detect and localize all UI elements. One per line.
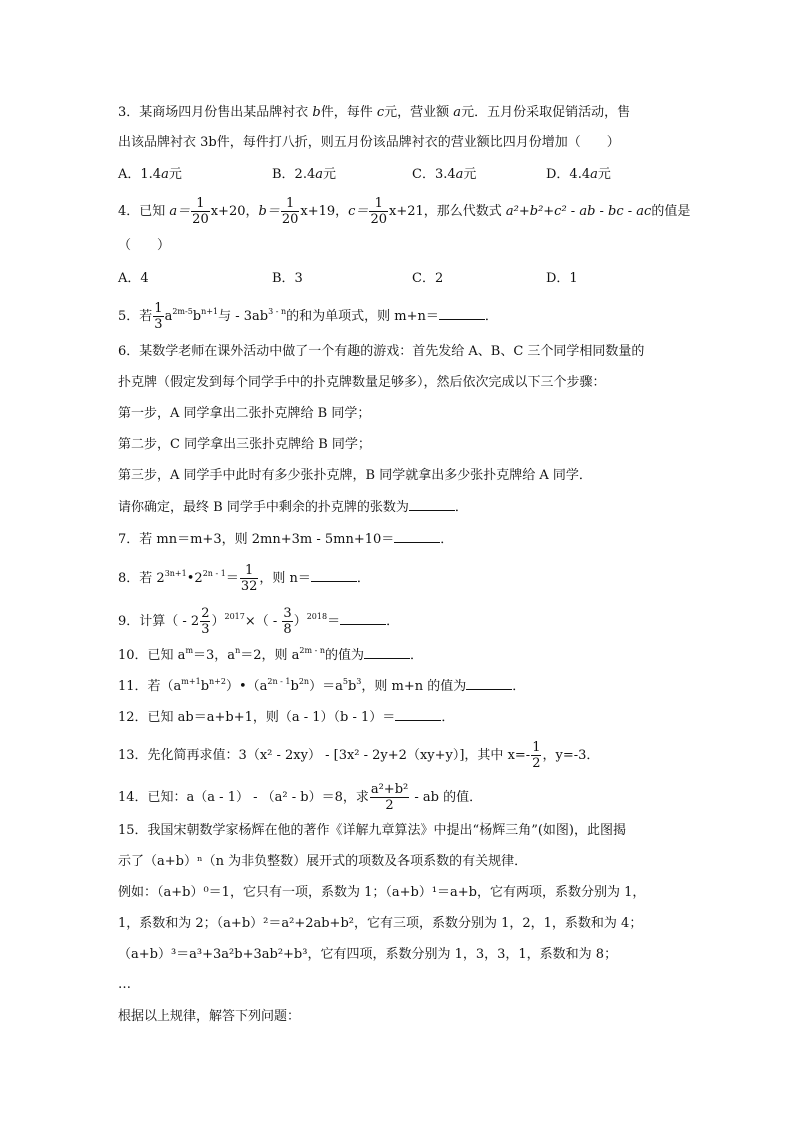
- answer-blank[interactable]: [466, 677, 512, 690]
- q7-line: 7．若 mn＝m+3，则 2mn+3m - 5mn+10＝ ．: [118, 532, 454, 547]
- q3-var: a: [453, 105, 462, 120]
- q6-ask: 请你确定，最终 B 同学手中剩余的扑克牌的张数为 ．: [118, 500, 468, 515]
- q6-step3: 第三步，A 同学手中此时有多少张扑克牌，B 同学就拿出多少张扑克牌给 A 同学．: [118, 468, 592, 483]
- q15-line4: 1，系数和为 2；（a+b）²＝a²+2ab+b²，它有三项，系数分别为 1，2，1，系数和为 4；: [118, 916, 643, 931]
- q13-line: 13．先化简再求值：3（x² - 2xy） - [3x² - 2y+2（xy+y）]，其中 x=- $\frac{1}{2}$ ，y=-3．: [118, 740, 600, 771]
- q4-line2: （ ）: [118, 238, 171, 253]
- q14-fraction: $\frac{\text{a²+b²}}{2}$: [370, 782, 409, 813]
- answer-blank[interactable]: [395, 708, 441, 721]
- q14-line: 14．已知：a（a - 1） - （a² - b）＝8，求 $\frac{\text{a²+b²}}{2}$ - ab 的值．: [118, 782, 483, 813]
- q15-line1: 15．我国宋朝数学家杨辉在他的著作《详解九章算法》中提出“杨辉三角”(如图)，此图揭: [118, 823, 626, 838]
- q15-ellipsis: …: [118, 977, 131, 992]
- q4-fraction: $\frac{1}{20}$: [281, 196, 299, 227]
- q3-option-c: C．3.4a元: [412, 167, 477, 182]
- q6-step1: 第一步，A 同学拿出二张扑克牌给 B 同学；: [118, 406, 371, 421]
- q15-line2: 示了（a+b）ⁿ（n 为非负整数）展开式的项数及各项系数的有关规律．: [118, 854, 528, 869]
- q4-fraction: $\frac{1}{20}$: [192, 196, 209, 227]
- q3-line1: [118, 104, 630, 122]
- q5-fraction: $\frac{1}{3}$: [154, 301, 163, 332]
- q12-line: 12．已知 ab＝a+b+1，则（a - 1）（b - 1）＝ ．: [118, 710, 455, 725]
- q3-option-b: B．2.4a元: [272, 167, 337, 182]
- q15-line3: 例如：（a+b）⁰＝1，它只有一项，系数为 1；（a+b）¹＝a+b，它有两项，系数分别为 1，: [118, 885, 646, 900]
- q3-var: c: [376, 105, 385, 120]
- q3-text: 件，每件: [320, 105, 377, 120]
- q3-text: 元．五月份采取促销活动，售: [461, 105, 631, 120]
- q11-line: 11．若$(a^{m+1}b^{n+2})•(a^{2n - 1}b^{2n})=a^5b^3$，则 m+n 的值为 ．: [118, 677, 526, 694]
- q4-line1: 4．已知 a＝ $\frac{1}{20}$ x+20，b＝ $\frac{1}{20}$ x+19，c＝ $\frac{1}{20}$ x+21，那么代数式 a²+b²+c² - ab - bc - ac的值是: [118, 196, 691, 227]
- q6-line2: 扑克牌（假定发到每个同学手中的扑克牌数量足够多），然后依次完成以下三个步骤：: [118, 375, 606, 390]
- answer-blank[interactable]: [340, 612, 386, 625]
- q4-fraction: $\frac{1}{20}$: [370, 196, 387, 227]
- q9-fraction: $\frac{2}{3}$: [201, 606, 210, 637]
- answer-blank[interactable]: [409, 498, 455, 511]
- q4-option-d: D．1: [546, 271, 578, 286]
- answer-blank[interactable]: [311, 569, 357, 582]
- q3-line2: 出该品牌衬衣 3b件，每件打八折，则五月份该品牌衬衣的营业额比四月份增加（ ）: [118, 135, 620, 150]
- answer-blank[interactable]: [439, 307, 485, 320]
- q6-line1: 6．某数学老师在课外活动中做了一个有趣的游戏：首先发给 A、B、C 三个同学相同数量的: [118, 344, 645, 359]
- q3-text: 3．某商场四月份售出某品牌衬衣: [118, 105, 313, 120]
- q13-fraction: $\frac{1}{2}$: [532, 740, 541, 771]
- q3-option-a: A．1.4a元: [118, 167, 182, 182]
- q8-line: 8．若 $2^{3n+1}•2^{2n - 1}=$ $\frac{1}{32}$ ，则 n＝ ．: [118, 563, 370, 594]
- q4-option-a: A．4: [118, 271, 149, 286]
- answer-blank[interactable]: [394, 530, 440, 543]
- q4-option-c: C．2: [412, 271, 444, 286]
- q10-line: 10．已知 $a^m=3$，$a^n=2$，则 $a^{2m - n}$的值为 ．: [118, 646, 424, 663]
- q9-fraction: $\frac{3}{8}$: [283, 606, 292, 637]
- q5-line: 5．若 $\frac{1}{3}$ $a^{2m-5}b^{n+1}$与 - $3ab^{3 - n}$的和为单项式，则 m+n＝ ．: [118, 301, 498, 332]
- answer-blank[interactable]: [364, 646, 410, 659]
- q15-line6: 根据以上规律，解答下列问题：: [118, 1009, 301, 1024]
- q6-step2: 第二步，C 同学拿出三张扑克牌给 B 同学；: [118, 437, 371, 452]
- q15-line5: （a+b）³＝a³+3a²b+3ab²+b³，它有四项，系数分别为 1，3，3，1，系数和为 8；: [118, 947, 618, 962]
- q4-option-b: B．3: [272, 271, 303, 286]
- q8-fraction: $\frac{1}{32}$: [240, 563, 258, 594]
- q3-option-d: D．4.4a元: [546, 167, 611, 182]
- q3-var: b: [312, 105, 321, 120]
- q3-text: 元，营业额: [384, 105, 454, 120]
- q9-line: 9．计算（ - 2 $\frac{2}{3}$ ）$^{2017}$×（ - $\frac{3}{8}$ ）$^{2018}$＝ ．: [118, 606, 400, 637]
